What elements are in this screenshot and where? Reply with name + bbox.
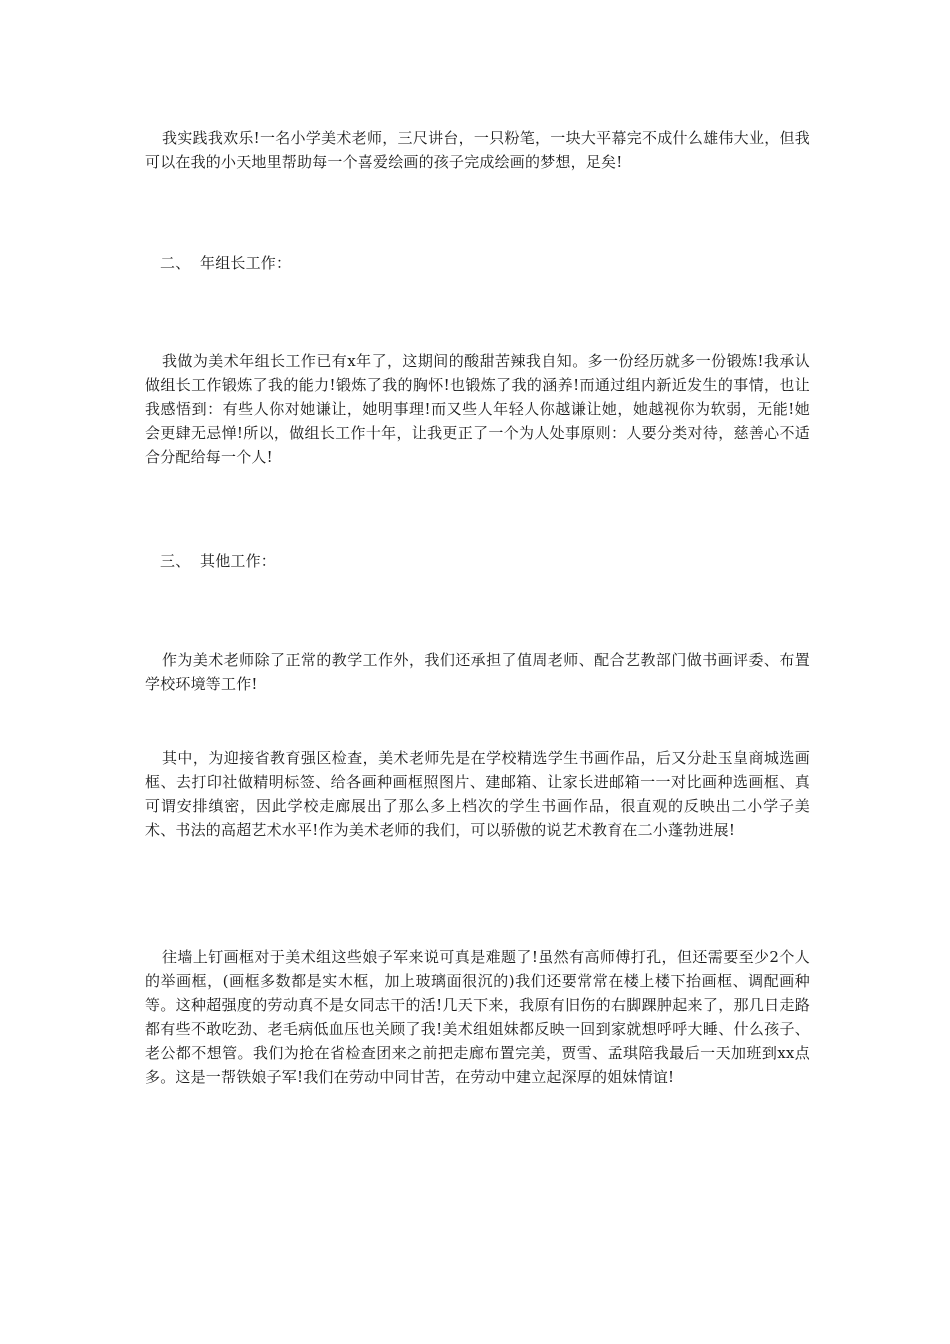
paragraph-frame-installation: 往墙上钉画框对于美术组这些娘子军来说可真是难题了!虽然有高师傅打孔，但还需要至少2个人的举画框，(画框多数都是实木框，加上玻璃面很沉的)我们还要常常在楼上楼下抬画框、调配画种等。这种超强度的劳动真不是女同志干的活!几天下来，我原有旧伤的右脚踝肿起来了，那几日走路都有些不敢吃劲、老毛病低血压也关顾了我!美术组姐妹都反映一回到家就想呼呼大睡、什么孩子、老公都不想管。我们为抢在省检查团来之前把走廊布置完美，贾雪、孟琪陪我最后一天加班到xx点多。这是一帮铁娘子军!我们在劳动中同甘苦，在劳动中建立起深厚的姐妹情谊!: [145, 948, 810, 1086]
section-heading-3-text: 其他工作：: [200, 552, 277, 570]
section-heading-3: [160, 549, 276, 573]
paragraph-other-duties: 作为美术老师除了正常的教学工作外，我们还承担了值周老师、配合艺教部门做书画评委、布置学校环境等工作!: [145, 651, 810, 693]
section-heading-2-number: 二、: [160, 254, 191, 272]
paragraph-intro-conclusion: 我实践我欢乐!一名小学美术老师，三尺讲台，一只粉笔，一块大平幕完不成什么雄伟大业，但我可以在我的小天地里帮助每一个喜爱绘画的孩子完成绘画的梦想，足矣!: [145, 129, 810, 171]
paragraph-group-leader: 我做为美术年组长工作已有x年了，这期间的酸甜苦辣我自知。多一份经历就多一份锻炼!我承认做组长工作锻炼了我的能力!锻炼了我的胸怀!也锻炼了我的涵养!而通过组内新近发生的事情，也让我感悟到：有些人你对她谦让，她明事理!而又些人年轻人你越谦让她，她越视你为软弱，无能!她会更肆无忌惮!所以，做组长工作十年，让我更正了一个为人处事原则：人要分类对待，慈善心不适合分配给每一个人!: [145, 352, 810, 466]
section-heading-2: [160, 251, 291, 275]
paragraph-inspection-preparation: 其中，为迎接省教育强区检查，美术老师先是在学校精选学生书画作品，后又分赴玉皇商城选画框、去打印社做精明标签、给各画种画框照图片、建邮箱、让家长进邮箱一一对比画种选画框、真可谓安排缜密，因此学校走廊展出了那么多上档次的学生书画作品，很直观的反映出二小学子美术、书法的高超艺术水平!作为美术老师的我们，可以骄傲的说艺术教育在二小蓬勃进展!: [145, 749, 810, 839]
section-heading-2-text: 年组长工作：: [200, 254, 292, 272]
section-heading-3-number: 三、: [160, 552, 191, 570]
